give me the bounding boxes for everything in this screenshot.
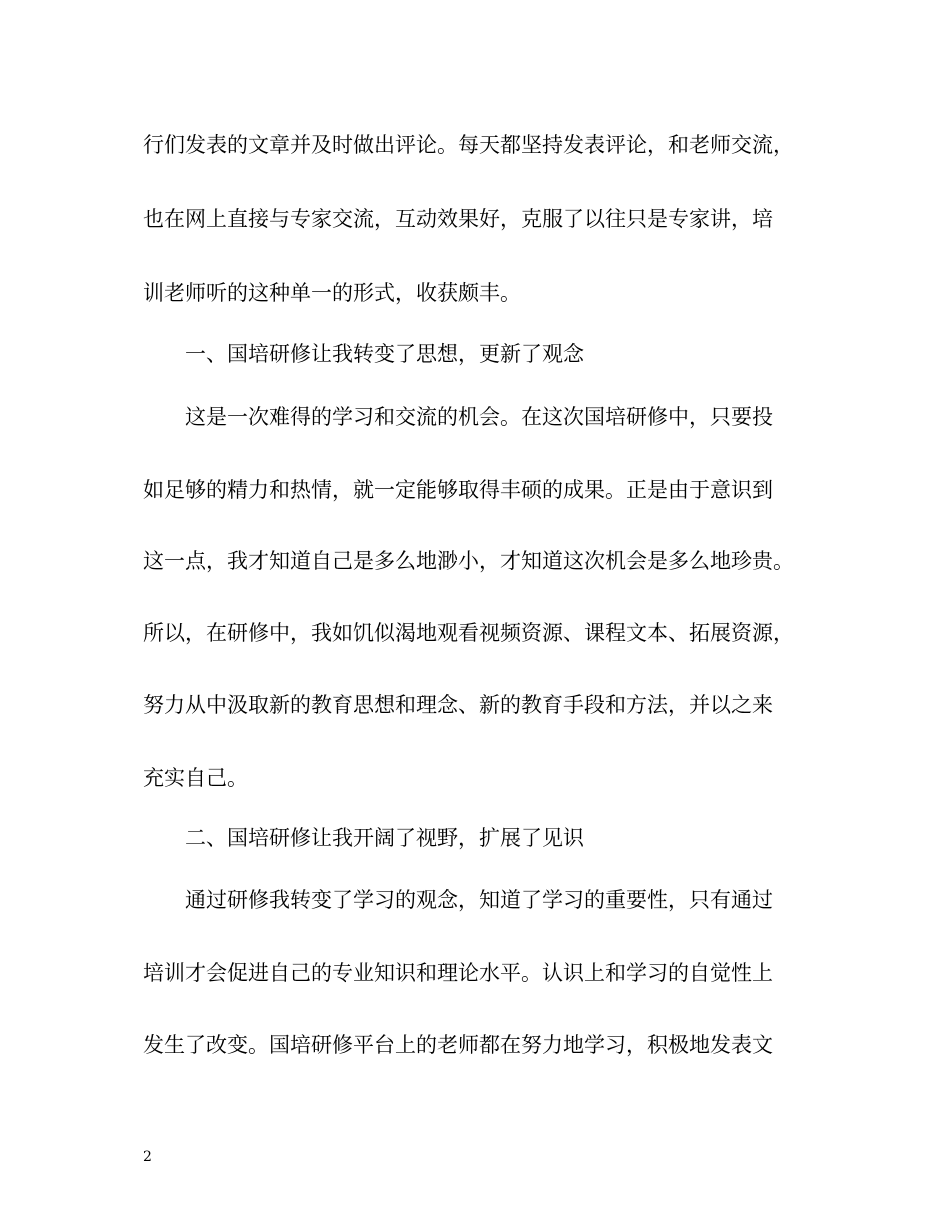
body-line: 训老师听的这种单一的形式，收获颇丰。 — [143, 281, 521, 305]
page-number: 2 — [143, 1149, 152, 1165]
body-line: 充实自己。 — [143, 766, 248, 790]
body-line: 发生了改变。国培研修平台上的老师都在努力地学习，积极地发表文 — [143, 1033, 773, 1057]
section-heading: 一、国培研修让我转变了思想，更新了观念 — [185, 342, 584, 366]
body-line: 这是一次难得的学习和交流的机会。在这次国培研修中，只要投 — [185, 405, 773, 429]
body-line: 行们发表的文章并及时做出评论。每天都坚持发表评论，和老师交流， — [143, 133, 794, 157]
body-line: 通过研修我转变了学习的观念，知道了学习的重要性，只有通过 — [185, 888, 773, 912]
body-line: 这一点，我才知道自己是多么地渺小，才知道这次机会是多么地珍贵。 — [143, 549, 794, 573]
body-line: 努力从中汲取新的教育思想和理念、新的教育手段和方法，并以之来 — [143, 693, 773, 717]
body-line: 培训才会促进自己的专业知识和理论水平。认识上和学习的自觉性上 — [143, 961, 773, 985]
body-line: 如足够的精力和热情，就一定能够取得丰硕的成果。正是由于意识到 — [143, 478, 773, 502]
body-line: 也在网上直接与专家交流，互动效果好，克服了以往只是专家讲，培 — [143, 207, 773, 231]
section-heading: 二、国培研修让我开阔了视野，扩展了见识 — [185, 826, 584, 850]
body-line: 所以，在研修中，我如饥似渴地观看视频资源、课程文本、拓展资源， — [143, 621, 794, 645]
